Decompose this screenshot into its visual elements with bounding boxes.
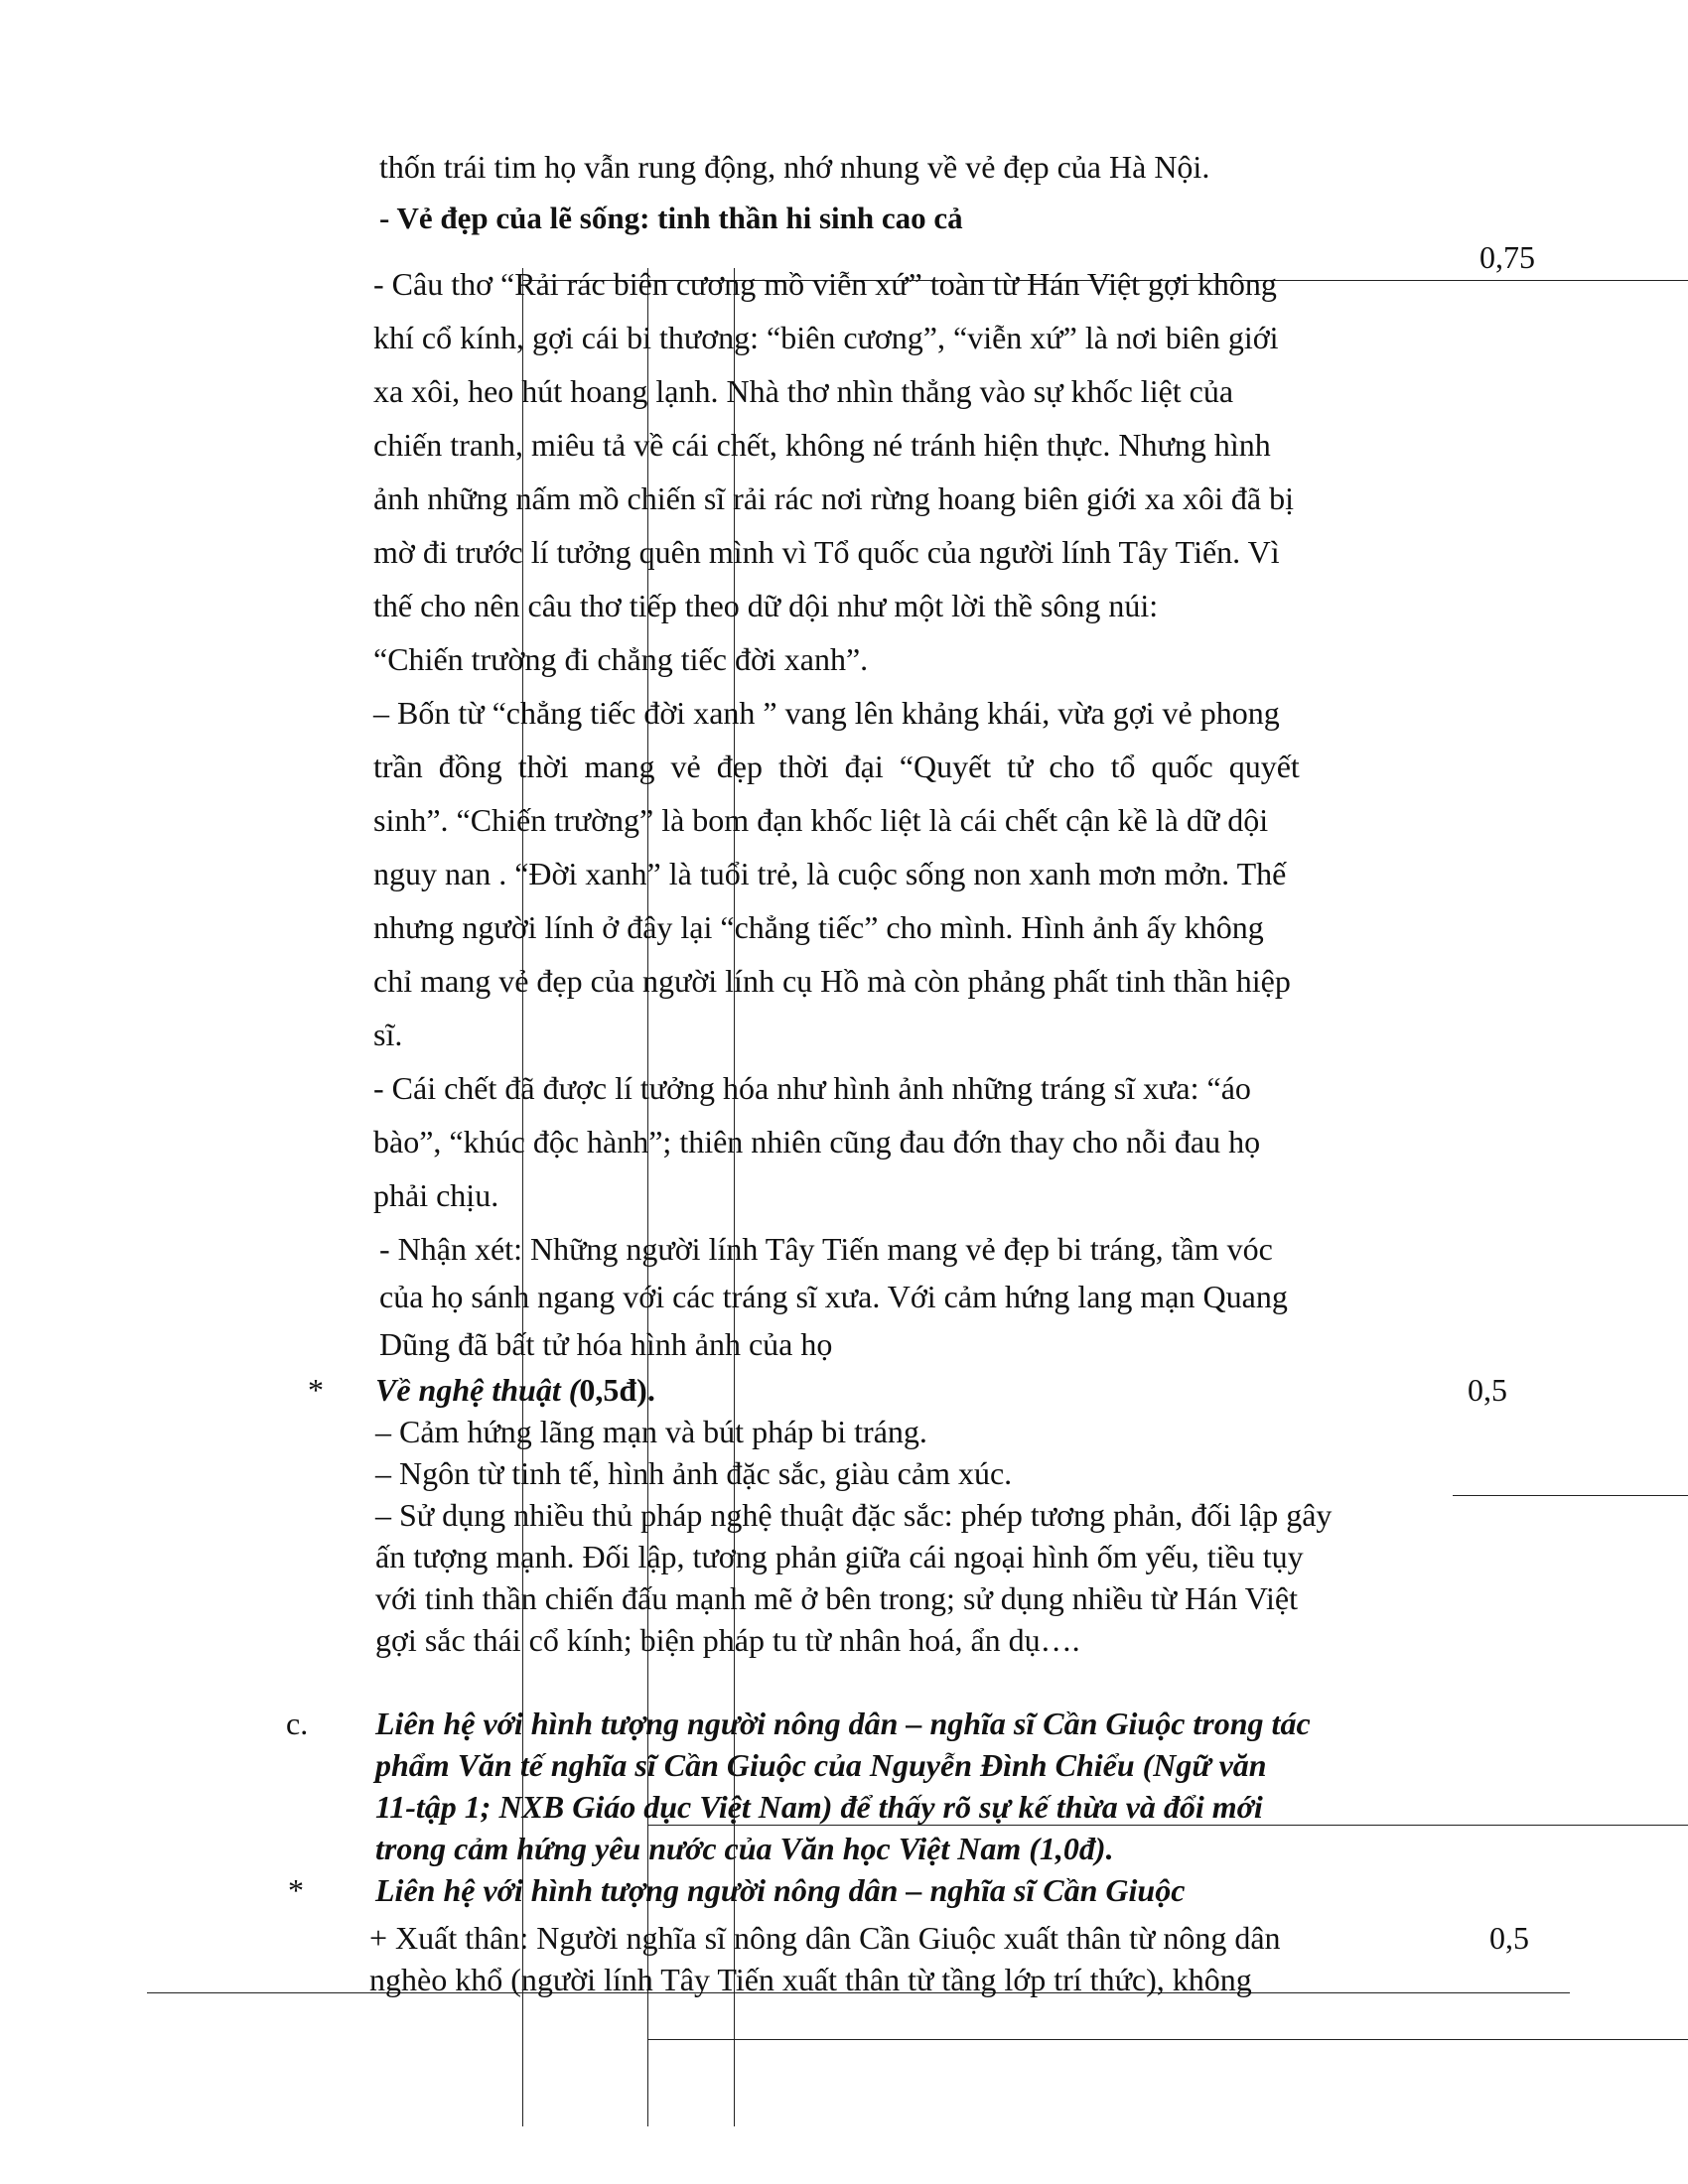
link-line: nghèo khổ (người lính Tây Tiến xuất thân từ tầng lớp trí thức), không: [369, 1962, 1252, 1997]
art-heading-italic: Về nghệ thuật (: [375, 1372, 580, 1408]
score-cell: 0,75: [1479, 239, 1535, 275]
bullet-marker: *: [288, 1872, 304, 1908]
link-heading: Liên hệ với hình tượng người nông dân – nghĩa sĩ Cần Giuộc: [375, 1872, 1186, 1908]
paragraph-line: “Chiến trường đi chẳng tiếc đời xanh”.: [373, 641, 869, 677]
link-line: + Xuất thân: Người nghĩa sĩ nông dân Cần Giuộc xuất thân từ nông dân: [369, 1920, 1281, 1956]
art-line: – Sử dụng nhiều thủ pháp nghệ thuật đặc sắc: phép tương phản, đối lập gây: [375, 1497, 1333, 1533]
section-c-marker: c.: [286, 1706, 309, 1741]
paragraph-line: của họ sánh ngang với các tráng sĩ xưa. Với cảm hứng lang mạn Quang: [379, 1279, 1288, 1314]
paragraph-line: nguy nan . “Đời xanh” là tuổi trẻ, là cuộc sống non xanh mơn mởn. Thế: [373, 856, 1287, 891]
intro-line: thốn trái tim họ vẫn rung động, nhớ nhung về vẻ đẹp của Hà Nội.: [379, 149, 1210, 185]
paragraph-line: mờ đi trước lí tưởng quên mình vì Tổ quốc của người lính Tây Tiến. Vì: [373, 534, 1280, 570]
paragraph-line: thế cho nên câu thơ tiếp theo dữ dội như một lời thề sông núi:: [373, 588, 1159, 623]
paragraph-line: xa xôi, heo hút hoang lạnh. Nhà thơ nhìn thẳng vào sự khốc liệt của: [373, 373, 1234, 409]
paragraph-line: - Câu thơ “Rải rác biên cương mồ viễn xứ” toàn từ Hán Việt gợi không: [373, 266, 1277, 302]
paragraph-line: Dũng đã bất tử hóa hình ảnh của họ: [379, 1326, 833, 1362]
paragraph-line: phải chịu.: [373, 1177, 499, 1213]
art-line: với tinh thần chiến đấu mạnh mẽ ở bên trong; sử dụng nhiều từ Hán Việt: [375, 1580, 1298, 1616]
paragraph-line: – Bốn từ “chẳng tiếc đời xanh ” vang lên khảng khái, vừa gợi vẻ phong: [373, 695, 1280, 731]
paragraph-line: chỉ mang vẻ đẹp của người lính cụ Hồ mà còn phảng phất tinh thần hiệp: [373, 963, 1291, 999]
art-heading-bold: 0,5đ).: [579, 1372, 655, 1408]
paragraph-line: sinh”. “Chiến trường” là bom đạn khốc liệt là cái chết cận kề là dữ dội: [373, 802, 1269, 838]
paragraph-line: nhưng người lính ở đây lại “chẳng tiếc” cho mình. Hình ảnh ấy không: [373, 909, 1264, 945]
section-c-heading-line: phẩm Văn tế nghĩa sĩ Cần Giuộc của Nguyễn Đình Chiểu (Ngữ văn: [375, 1747, 1267, 1783]
paragraph-line: sĩ.: [373, 1017, 403, 1052]
table-horizontal-line-2: [1453, 1495, 1688, 1496]
paragraph-line: chiến tranh, miêu tả về cái chết, không né tránh hiện thực. Nhưng hình: [373, 427, 1271, 463]
section-c-heading-line: trong cảm hứng yêu nước của Văn học Việt Nam (1,0đ).: [375, 1831, 1114, 1866]
art-line: ấn tượng mạnh. Đối lập, tương phản giữa cái ngoại hình ốm yếu, tiều tụy: [375, 1539, 1304, 1574]
art-line: – Cảm hứng lãng mạn và bút pháp bi tráng.: [375, 1414, 927, 1449]
art-heading: [375, 1372, 655, 1408]
bullet-marker: *: [308, 1372, 324, 1408]
section-c-heading-line: Liên hệ với hình tượng người nông dân – nghĩa sĩ Cần Giuộc trong tác: [375, 1706, 1311, 1741]
score-cell: 0,5: [1468, 1372, 1507, 1408]
paragraph-line: bào”, “khúc độc hành”; thiên nhiên cũng đau đớn thay cho nỗi đau họ: [373, 1124, 1261, 1160]
art-line: gợi sắc thái cổ kính; biện pháp tu từ nhân hoá, ẩn dụ….: [375, 1622, 1080, 1658]
art-line: – Ngôn từ tinh tế, hình ảnh đặc sắc, giàu cảm xúc.: [375, 1455, 1013, 1491]
score-cell: 0,5: [1489, 1920, 1529, 1956]
paragraph-line: ảnh những nấm mồ chiến sĩ rải rác nơi rừng hoang biên giới xa xôi đã bị: [373, 480, 1294, 516]
section-c-heading-line: 11-tập 1; NXB Giáo dục Việt Nam) để thấy rõ sự kế thừa và đổi mới: [375, 1789, 1263, 1825]
table-horizontal-line-5: [647, 2039, 1688, 2040]
table-horizontal-line-3: [647, 1825, 1688, 1826]
paragraph-line: - Cái chết đã được lí tưởng hóa như hình ảnh những tráng sĩ xưa: “áo: [373, 1070, 1251, 1106]
paragraph-line: trần đồng thời mang vẻ đẹp thời đại “Quyết tử cho tổ quốc quyết: [373, 749, 1300, 784]
paragraph-line: khí cổ kính, gợi cái bi thương: “biên cương”, “viễn xứ” là nơi biên giới: [373, 320, 1279, 355]
paragraph-line: - Nhận xét: Những người lính Tây Tiến mang vẻ đẹp bi tráng, tầm vóc: [379, 1231, 1273, 1267]
sacrifice-heading: - Vẻ đẹp của lẽ sống: tinh thần hi sinh cao cả: [379, 201, 963, 235]
